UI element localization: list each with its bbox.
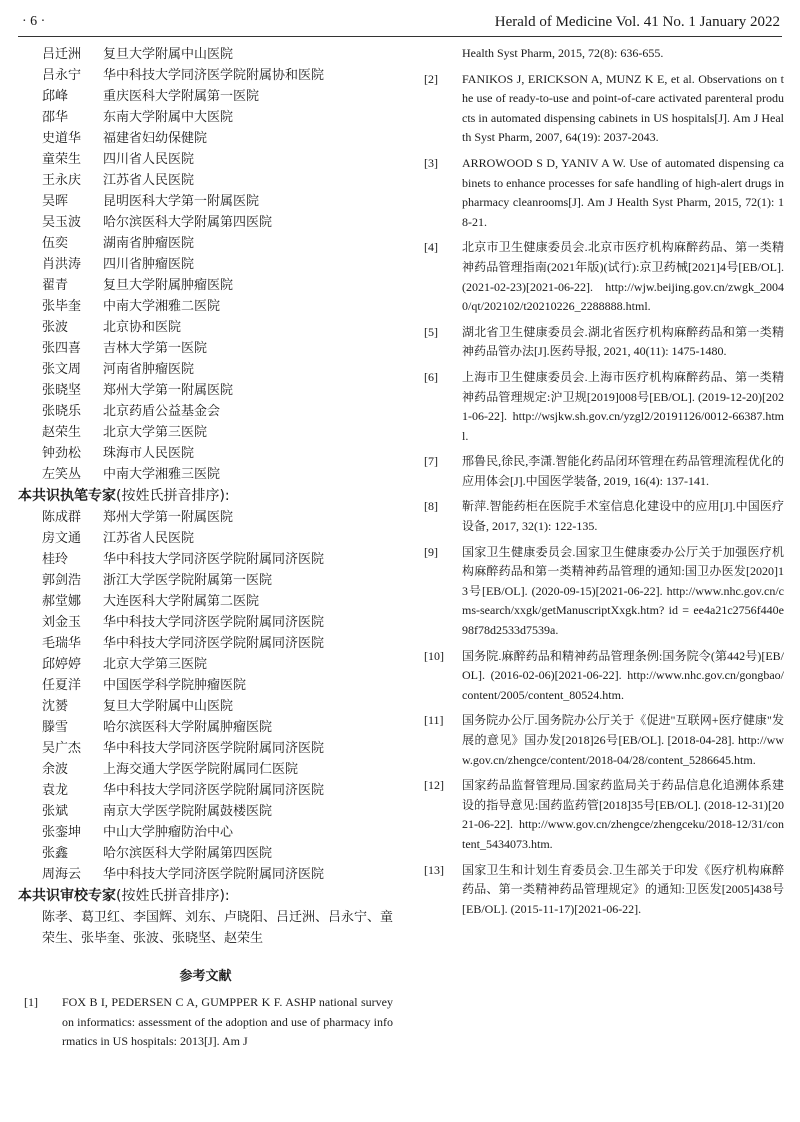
expert-name: 邵华 [42,110,69,125]
reference-item [18,993,393,1052]
expert-affiliation: 大连医科大学附属第二医院 [103,594,260,609]
expert-affiliation: 浙江大学医学院附属第一医院 [103,573,273,588]
reference-number: [11] [424,713,444,728]
expert-affiliation: 上海交通大学医学院附属同仁医院 [103,762,299,777]
expert-affiliation: 华中科技大学同济医学院附属同济医院 [103,867,325,882]
expert-affiliation: 北京协和医院 [103,320,182,335]
expert-name: 张四喜 [42,341,82,356]
reference-text: FANIKOS J, ERICKSON A, MUNZ K E, et al. Observations on the use of ready-to-use and point-of-care activated parenteral products in automated dispensing cabinets in US hospitals[J]. Am J Health Syst Pharm, 2007, 64(19): 2037-2043. [462,71,784,145]
expert-row [18,254,393,275]
reference-item [418,711,784,770]
expert-affiliation: 哈尔滨医科大学附属第四医院 [103,846,273,861]
expert-affiliation: 华中科技大学同济医学院附属同济医院 [103,741,325,756]
reference-text: 国务院.麻醉药品和精神药品管理条例:国务院令(第442号)[EB/OL]. (2016-02-06)[2021-06-22]. http://www.nhc.gov.cn/gongbao/content/2005/content_80524.htm. [462,648,784,702]
reference-number: [4] [424,240,438,255]
expert-name: 吴广杰 [42,741,82,756]
expert-row [18,654,393,675]
expert-affiliation: 中南大学湘雅三医院 [103,467,221,482]
expert-affiliation: 吉林大学第一医院 [103,341,208,356]
expert-row [18,296,393,317]
left-column [18,44,393,1058]
expert-name: 张晓乐 [42,404,82,419]
expert-name: 吕迁洲 [42,47,82,62]
expert-affiliation: 哈尔滨医科大学附属肿瘤医院 [103,720,273,735]
expert-row [18,317,393,338]
reference-item [418,452,784,491]
expert-row [18,338,393,359]
expert-affiliation: 复旦大学附属肿瘤医院 [103,278,234,293]
expert-row [18,780,393,801]
expert-row [18,717,393,738]
expert-name: 吴玉波 [42,215,82,230]
right-column [418,44,784,925]
expert-name: 伍奕 [42,236,69,251]
expert-affiliation: 四川省肿瘤医院 [103,257,195,272]
expert-affiliation: 四川省人民医院 [103,152,195,167]
expert-row [18,843,393,864]
expert-name: 房文通 [42,531,82,546]
expert-row [18,633,393,654]
expert-name: 左笑丛 [42,467,82,482]
expert-name: 张鑫 [42,846,69,861]
expert-affiliation: 郑州大学第一附属医院 [103,510,234,525]
expert-row [18,464,393,485]
reference-item [418,543,784,641]
references-title: 参考文献 [179,969,232,984]
expert-name: 毛瑞华 [42,636,82,651]
reference-number: [6] [424,369,438,384]
reference-text: FOX B I, PEDERSEN C A, GUMPPER K F. ASHP national survey on informatics: assessment of the adoption and use of pharmacy informatics in US hospitals: 2013[J]. Am J [62,995,393,1049]
expert-name: 桂玲 [42,552,69,567]
expert-row [18,170,393,191]
reviewers-list: 陈孝、葛卫红、李国辉、刘东、卢晓阳、吕迁洲、吕永宁、童荣生、张毕奎、张波、张晓坚、赵荣生 [42,910,394,946]
expert-affiliation: 湖南省肿瘤医院 [103,236,195,251]
expert-name: 张斌 [42,804,69,819]
expert-row [18,443,393,464]
expert-row [18,675,393,696]
reference-text: 北京市卫生健康委员会.北京市医疗机构麻醉药品、第一类精神药品管理指南(2021年版)(试行):京卫药械[2021]4号[EB/OL]. (2021-02-23)[2021-06-22]. http://wjw.beijing.gov.cn/zwgk_20040/qt/202102/t20210226_2288888.html. [462,240,784,314]
expert-name: 王永庆 [42,173,82,188]
reference-item [418,647,784,706]
expert-affiliation: 江苏省人民医院 [103,173,195,188]
expert-name: 钟劲松 [42,446,82,461]
expert-affiliation: 珠海市人民医院 [103,446,195,461]
reference-list [418,70,784,920]
expert-row [18,233,393,254]
expert-name: 吕永宁 [42,68,82,83]
reference-text: 湖北省卫生健康委员会.湖北省医疗机构麻醉药品和第一类精神药品管办法[J].医药导报, 2021, 40(11): 1475-1480. [462,324,784,359]
expert-row [18,696,393,717]
expert-name: 周海云 [42,867,82,882]
expert-affiliation: 复旦大学附属中山医院 [103,47,234,62]
expert-row [18,591,393,612]
expert-row [18,759,393,780]
expert-affiliation: 南京大学医学院附属鼓楼医院 [103,804,273,819]
expert-name: 童荣生 [42,152,82,167]
reference-text: 国家卫生健康委员会.国家卫生健康委办公厅关于加强医疗机构麻醉药品和第一类精神药品管理的通知:国卫办医发[2020]13号[EB/OL]. (2020-09-15)[2021-06-22]. http://www.nhc.gov.cn/cms-search/xxgk/getManuscriptXxgk.htm? id = ee4a21c2756f440e98f78d2533d7539a. [462,544,784,638]
expert-affiliation: 北京大学第三医院 [103,425,208,440]
expert-row [18,401,393,422]
expert-affiliation: 华中科技大学同济医学院附属同济医院 [103,615,325,630]
reference-text: 国务院办公厅.国务院办公厅关于《促进"互联网+医疗健康"发展的意见》国办发[2018]26号[EB/OL]. [2018-04-28]. http://www.gov.cn/zhengce/content/2018-04/28/content_5286645.htm. [462,713,784,767]
expert-affiliation: 华中科技大学同济医学院附属同济医院 [103,783,325,798]
reference-number: [3] [424,155,438,170]
reference-text: 邢鲁民,徐民,李潇.智能化药品闭环管理在药品管理流程优化的应用体会[J].中国医学装备, 2019, 16(4): 137-141. [462,454,784,488]
reference-item [418,776,784,854]
expert-name: 沈赟 [42,699,69,714]
expert-row [18,528,393,549]
expert-affiliation: 福建省妇幼保健院 [103,131,208,146]
expert-row [18,86,393,107]
expert-affiliation: 江苏省人民医院 [103,531,195,546]
reference-text: ARROWOOD S D, YANIV A W. Use of automated dispensing cabinets to enhance processes for safe handling of high-alert drugs in pharmacy cleanrooms[J]. Am J Health Syst Pharm, 2015, 72(1): 18-21. [462,155,784,229]
expert-affiliation: 哈尔滨医科大学附属第四医院 [103,215,273,230]
expert-name: 赵荣生 [42,425,82,440]
expert-name: 张波 [42,320,69,335]
reference-number: [12] [424,778,444,793]
reference-number: [9] [424,544,438,559]
expert-name: 郭剑浩 [42,573,82,588]
expert-affiliation: 华中科技大学同济医学院附属协和医院 [103,68,325,83]
expert-name: 任夏洋 [42,678,82,693]
expert-row [18,128,393,149]
reference-item [418,323,784,362]
reference-number: [7] [424,454,438,469]
expert-row [18,549,393,570]
expert-affiliation: 河南省肿瘤医院 [103,362,195,377]
reference-item [418,70,784,148]
expert-row [18,612,393,633]
reviewers-section-title: 本共识审校专家(按姓氏拼音排序): [18,888,230,904]
reference-number: [5] [424,324,438,339]
expert-name: 郝堂娜 [42,594,82,609]
reference-item [418,238,784,316]
expert-name: 邱婷婷 [42,657,82,672]
expert-row [18,212,393,233]
reference-number: [13] [424,862,444,877]
expert-row [18,422,393,443]
expert-affiliation: 中山大学肿瘤防治中心 [103,825,234,840]
reference-text: 靳萍.智能药柜在医院手术室信息化建设中的应用[J].中国医疗设备, 2017, 32(1): 122-135. [462,499,784,534]
expert-name: 张銮坤 [42,825,82,840]
expert-affiliation: 昆明医科大学第一附属医院 [103,194,260,209]
expert-row [18,507,393,528]
reference-text: 国家药品监督管理局.国家药监局关于药品信息化追溯体系建设的指导意见:国药监药管[2018]35号[EB/OL]. (2018-12-31)[2021-06-22]. http://www.gov.cn/zhengce/zhengceku/2018-12/31/content_5434073.htm. [462,778,784,851]
expert-affiliation: 中国医学科学院肿瘤医院 [103,678,247,693]
expert-name: 吴晖 [42,194,69,209]
reference-item [418,497,784,536]
expert-row [18,149,393,170]
expert-row [18,570,393,591]
expert-affiliation: 复旦大学附属中山医院 [103,699,234,714]
writers-list [18,507,393,885]
expert-name: 陈成群 [42,510,82,525]
expert-affiliation: 郑州大学第一附属医院 [103,383,234,398]
reference-item [418,861,784,920]
expert-row [18,107,393,128]
expert-name: 翟青 [42,278,69,293]
reference-item [418,154,784,232]
expert-row [18,275,393,296]
expert-row [18,191,393,212]
expert-row [18,801,393,822]
expert-name: 张文周 [42,362,82,377]
expert-name: 袁龙 [42,783,69,798]
expert-name: 史道华 [42,131,82,146]
expert-name: 滕雪 [42,720,69,735]
expert-row [18,822,393,843]
expert-affiliation: 东南大学附属中大医院 [103,110,234,125]
expert-affiliation: 华中科技大学同济医学院附属同济医院 [103,636,325,651]
reference-text: 国家卫生和计划生育委员会.卫生部关于印发《医疗机构麻醉药品、第一类精神药品管理规定》的通知:卫医发[2005]438号[EB/OL]. (2015-11-17)[2021-06-22]. [462,862,784,916]
expert-affiliation: 重庆医科大学附属第一医院 [103,89,260,104]
panel-expert-list [18,44,393,485]
expert-affiliation: 北京大学第三医院 [103,657,208,672]
expert-row [18,864,393,885]
expert-name: 张晓坚 [42,383,82,398]
expert-row [18,738,393,759]
expert-row [18,65,393,86]
reference-number: [10] [424,648,444,663]
expert-name: 刘金玉 [42,615,82,630]
reference-number: [8] [424,499,438,514]
expert-affiliation: 华中科技大学同济医学院附属同济医院 [103,552,325,567]
expert-name: 余波 [42,762,69,777]
reference-number: [2] [424,71,438,86]
expert-row [18,359,393,380]
expert-affiliation: 北京药盾公益基金会 [103,404,221,419]
expert-name: 张毕奎 [42,299,82,314]
expert-name: 肖洪涛 [42,257,82,272]
reference-text: 上海市卫生健康委员会.上海市医疗机构麻醉药品、第一类精神药品管理规定:沪卫规[2019]008号[EB/OL]. (2019-12-20)[2021-06-22]. http://wsjkw.sh.gov.cn/yzgl2/20191126/0012-66387.html. [462,369,784,443]
expert-row [18,380,393,401]
expert-row [18,44,393,65]
expert-affiliation: 中南大学湘雅二医院 [103,299,221,314]
reference-number: [1] [24,995,38,1009]
expert-name: 邱峰 [42,89,69,104]
page-number: · 6 · [22,14,46,29]
running-header [18,14,782,37]
reference-continuation: Health Syst Pharm, 2015, 72(8): 636-655. [462,46,664,60]
writers-section-title: 本共识执笔专家(按姓氏拼音排序): [18,488,230,504]
journal-citation: Herald of Medicine Vol. 41 No. 1 January 2022 [494,14,780,30]
reference-item [418,368,784,446]
